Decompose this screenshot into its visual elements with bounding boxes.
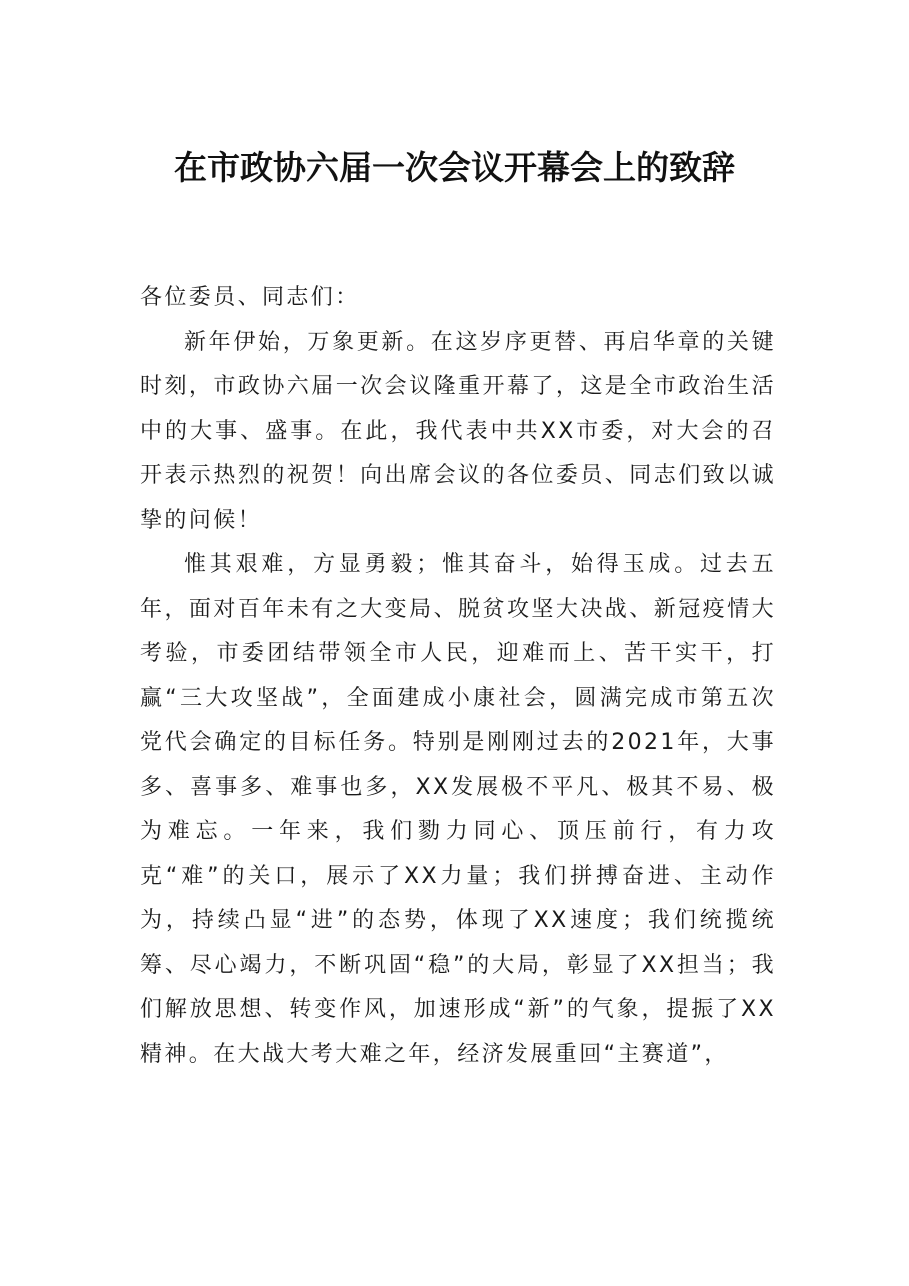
- document-title: 在市政协六届一次会议开幕会上的致辞: [174, 148, 735, 187]
- paragraph-2: 惟其艰难，方显勇毅；惟其奋斗，始得玉成。过去五年，面对百年未有之大变局、脱贫攻坚大决战、新冠疫情大考验，市委团结带领全市人民，迎难而上、苦干实干，打赢“三大攻坚战”，全面建成小康社会，圆满完成市第五次党代会确定的目标任务。特别是刚刚过去的2021年，大事多、喜事多、难事也多，XX发展极不平凡、极其不易、极为难忘。一年来，我们勠力同心、顶压前行，有力攻克“难”的关口，展示了XX力量；我们拼搏奋进、主动作为，持续凸显“进”的态势，体现了XX速度；我们统揽统筹、尽心竭力，不断巩固“稳”的大局，彰显了XX担当；我们解放思想、转变作风，加速形成“新”的气象，提振了XX精神。在大战大考大难之年，经济发展重回“主赛道”，: [140, 552, 776, 1067]
- paragraph-1: 新年伊始，万象更新。在这岁序更替、再启华章的关键时刻，市政协六届一次会议隆重开幕了，这是全市政治生活中的大事、盛事。在此，我代表中共XX市委，对大会的召开表示热烈的祝贺！向出席会议的各位委员、同志们致以诚挚的问候！: [140, 329, 776, 533]
- salutation: 各位委员、同志们：: [140, 285, 360, 310]
- document-body: [140, 276, 776, 1077]
